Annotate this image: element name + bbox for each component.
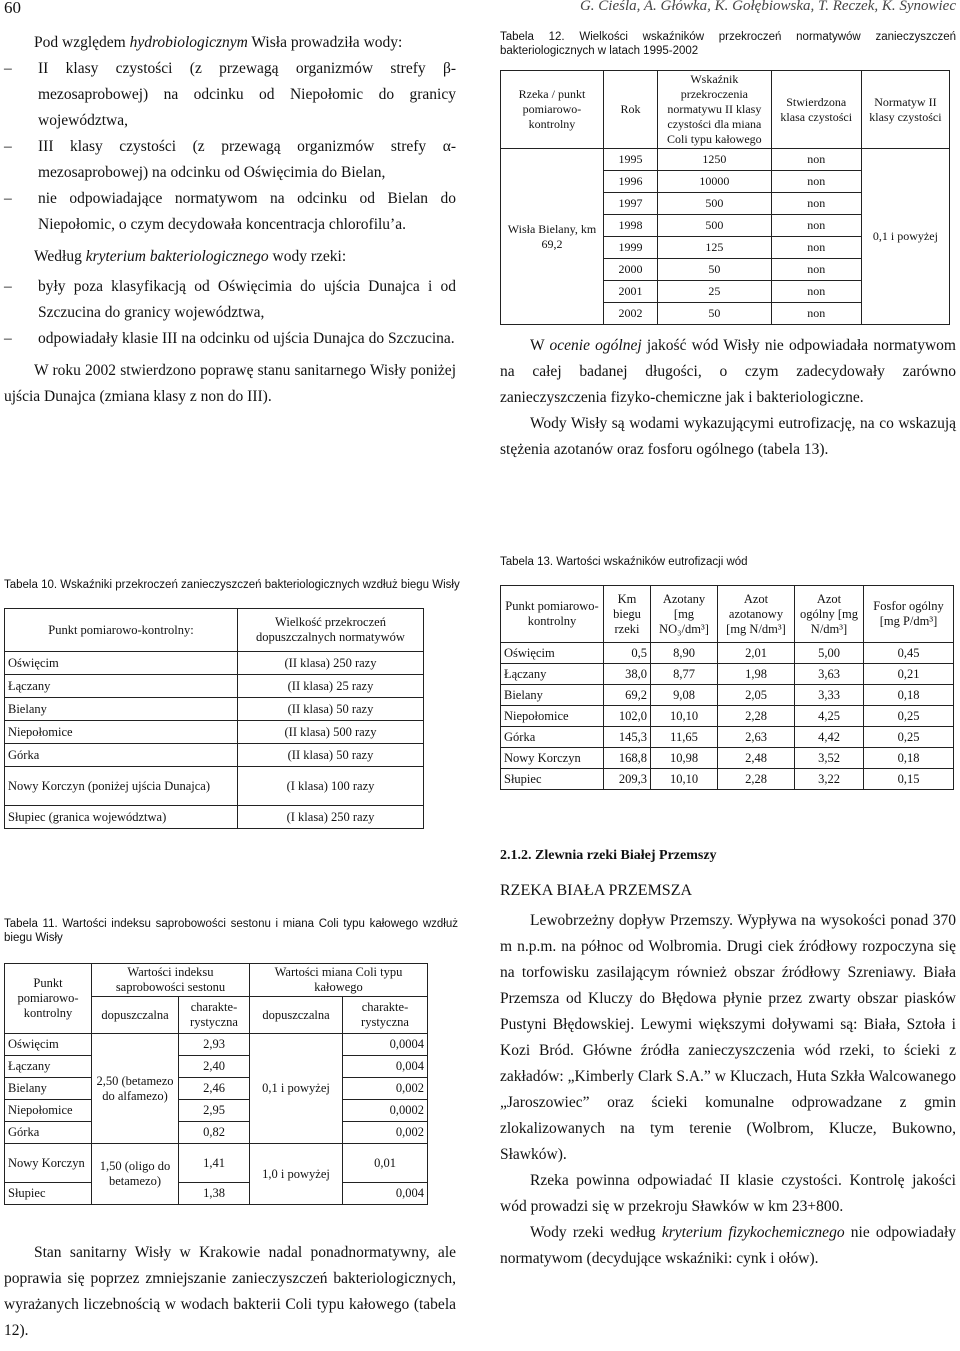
table12-caption: Tabela 12. Wielkości wskaźników przekroczeń normatywów zanieczyszczeń bakteriologicznych w latach 1995-2002 [500, 31, 956, 57]
cell-sap-dop: 2,50 (betamezo do alfamezo) [92, 1034, 179, 1144]
cell-year: 1999 [603, 237, 657, 259]
cell-point: Nowy Korczyn [5, 1144, 92, 1183]
cell-total-n: 3,33 [795, 685, 864, 706]
cell-total-n: 3,63 [795, 664, 864, 685]
cell-value: (II klasa) 50 razy [238, 698, 424, 721]
eutrophication-paragraph: Wody Wisły są wodami wykazującymi eutrofizację, na co wskazują stężenia azotanów oraz fosforu ogólnego (tabela 13). [500, 415, 956, 458]
quality-requirement: Rzeka powinna odpowiadać II klasie czystości. Kontrolę jakości wód prowadzi się w przekroju Sławków w km 23+800. [500, 1172, 956, 1215]
cell-nitrate-n: 2,48 [718, 748, 795, 769]
table-row [501, 769, 954, 790]
cell-nitrates: 11,65 [651, 727, 718, 748]
cell-index: 10000 [658, 171, 772, 193]
table13-h-point: Punkt pomiarowo-kontrolny [501, 586, 604, 643]
table-row [5, 1183, 428, 1205]
cell-value: (II klasa) 500 razy [238, 721, 424, 744]
cell-point: Niepołomice [5, 721, 238, 744]
cell-point: Łączany [501, 664, 604, 685]
hydro-intro: Pod względem hydrobiologicznym Wisła prowadziła wody: [34, 34, 403, 51]
table10 [4, 608, 424, 829]
cell-index: 50 [658, 303, 772, 325]
cell-index: 125 [658, 237, 772, 259]
cell-point: Nowy Korczyn [501, 748, 604, 769]
cell-total-p: 0,25 [864, 727, 954, 748]
cell-year: 1996 [603, 171, 657, 193]
table11-block [4, 917, 458, 1205]
cell-nitrates: 9,08 [651, 685, 718, 706]
cell-point: Oświęcim [5, 1034, 92, 1056]
cell-point: Oświęcim [501, 643, 604, 664]
cell-point: Bielany [5, 698, 238, 721]
cell-class: non [771, 193, 861, 215]
cell-nitrates: 10,10 [651, 769, 718, 790]
cell-nitrate-n: 2,63 [718, 727, 795, 748]
section-heading: 2.1.2. Zlewnia rzeki Białej Przemszy [500, 848, 717, 863]
table-row [5, 1056, 428, 1078]
table-row [5, 698, 424, 721]
cell-class: non [771, 215, 861, 237]
cell-total-n: 4,25 [795, 706, 864, 727]
cell-class: non [771, 281, 861, 303]
cell-index: 25 [658, 281, 772, 303]
cell-sap-char: 2,46 [179, 1078, 250, 1100]
cell-coli-char: 0,004 [343, 1183, 428, 1205]
table11-caption: Tabela 11. Wartości indeksu saprobowości sestonu i miana Coli typu kałowego wzdłuż biegu Wisły [4, 918, 458, 944]
cell-km: 0,5 [604, 643, 651, 664]
cell-point: Słupiec (granica województwa) [5, 806, 238, 829]
table-row [5, 675, 424, 698]
cell-point: Górka [5, 744, 238, 767]
left-column-text [4, 30, 456, 410]
cell-sap-char: 2,40 [179, 1056, 250, 1078]
table-header-row [501, 586, 954, 643]
table13-h-km: Km biegu rzeki [604, 586, 651, 643]
cell-total-p: 0,21 [864, 664, 954, 685]
table10-h-value: Wielkość przekroczeń dopuszczalnych normatywów [238, 609, 424, 652]
table-row [501, 748, 954, 769]
list-item: – nie odpowiadające normatywom na odcinku od Bielan do Niepołomic, o czym decydowała koncentracja chlorofilu’a. [4, 186, 456, 238]
list-item: – odpowiadały klasie III na odcinku od ujścia Dunajca do Szczucina. [4, 326, 456, 352]
table-row [5, 1078, 428, 1100]
cell-coli-char: 0,0004 [343, 1034, 428, 1056]
cell-nitrates: 8,90 [651, 643, 718, 664]
cell-km: 145,3 [604, 727, 651, 748]
cell-sap-char: 1,41 [179, 1144, 250, 1183]
cell-class: non [771, 149, 861, 171]
cell-sap-char: 1,38 [179, 1183, 250, 1205]
cell-total-p: 0,15 [864, 769, 954, 790]
table-row [5, 721, 424, 744]
cell-nitrate-n: 2,28 [718, 706, 795, 727]
cell-km: 69,2 [604, 685, 651, 706]
cell-point: Słupiec [5, 1183, 92, 1205]
table12-h-norm: Normatyw II klasy czystości [861, 71, 949, 149]
table-row [5, 1034, 428, 1056]
table13-h-total-n: Azot ogólny [mg N/dm³] [795, 586, 864, 643]
cell-total-p: 0,18 [864, 748, 954, 769]
cell-nitrate-n: 2,01 [718, 643, 795, 664]
cell-nitrate-n: 2,05 [718, 685, 795, 706]
cell-value: (II klasa) 250 razy [238, 652, 424, 675]
table11 [4, 963, 428, 1205]
sanitary-paragraph: W roku 2002 stwierdzono poprawę stanu sanitarnego Wisły poniżej ujścia Dunajca (zmiana klasy z non do III). [4, 362, 456, 405]
table12-h-river: Rzeka / punkt pomiarowo-kontrolny [501, 71, 604, 149]
table-row [501, 664, 954, 685]
table13-h-nitrate-n: Azot azotanowy [mg N/dm³] [718, 586, 795, 643]
cell-point: Górka [501, 727, 604, 748]
list-item: – III klasy czystości (z przewagą organizmów strefy α-mezosaprobowej) na odcinku od Oświęcimia do Bielan, [4, 134, 456, 186]
table-header-row [5, 609, 424, 652]
table-row [5, 806, 424, 829]
cell-coli-char: 0,002 [343, 1078, 428, 1100]
cell-point: Nowy Korczyn (poniżej ujścia Dunajca) [5, 767, 238, 806]
table-row [5, 744, 424, 767]
table-row [501, 149, 950, 171]
cell-point: Oświęcim [5, 652, 238, 675]
table11-h-sap: Wartości indeksu saprobowości sestonu [92, 964, 250, 997]
table12-block [500, 30, 956, 463]
table-row [501, 706, 954, 727]
cell-value: (II klasa) 50 razy [238, 744, 424, 767]
cell-class: non [771, 259, 861, 281]
river-description: Lewobrzeżny dopływ Przemszy. Wypływa na wysokości ponad 370 m n.p.m. na północ od Wolbromia. Drugi ciek źródłowy rozpoczyna się na torfowisku zasilającym również obszar źródłowy Szreniawy. Biała Przemsza od Kluczy do Błędowa płynie przez zwarty obszar piasków Pustyni Błędowskiej. Lewymi większymi doływami są: Biała, Sztoła i Kozi Bród. Główne źródła zanieczyszczenia wód rzeki, to ścieki z zakładów: „Kimberly Clark S.A.” w Kluczach, Huta Szkła Walcowanego „Jaroszowiec” oraz ścieki komunalne odprowadzane z gmin zlokalizowanych na tym terenie (Wolbrom, Klucze, Bukowno, Sławków). [500, 912, 956, 1163]
cell-total-n: 5,00 [795, 643, 864, 664]
table12-norm: 0,1 i powyżej [861, 149, 949, 325]
cell-km: 168,8 [604, 748, 651, 769]
cell-index: 50 [658, 259, 772, 281]
cell-total-p: 0,45 [864, 643, 954, 664]
cell-point: Łączany [5, 675, 238, 698]
table-header-row [5, 964, 428, 997]
cell-nitrate-n: 1,98 [718, 664, 795, 685]
cell-point: Bielany [501, 685, 604, 706]
table11-h-coli-dop: dopuszczalna [250, 997, 343, 1034]
physchem-assessment: Wody rzeki według kryterium fizykochemicznego nie odpowiadały normatywom (decydujące wskaźniki: cynk i ołów). [500, 1224, 957, 1267]
cell-year: 1997 [603, 193, 657, 215]
table13-block [500, 555, 956, 790]
section-biala-przemsza [500, 848, 956, 1272]
table13-caption: Tabela 13. Wartości wskaźników eutrofizacji wód [500, 556, 748, 568]
cell-coli-char: 0,004 [343, 1056, 428, 1078]
cell-class: non [771, 237, 861, 259]
cell-index: 500 [658, 193, 772, 215]
cell-year: 1995 [603, 149, 657, 171]
cell-sap-char: 2,95 [179, 1100, 250, 1122]
table11-h-coli: Wartości miana Coli typu kałowego [250, 964, 428, 997]
cell-nitrates: 10,98 [651, 748, 718, 769]
cell-index: 500 [658, 215, 772, 237]
cell-coli-dop: 0,1 i powyżej [250, 1034, 343, 1144]
table-row [5, 1144, 428, 1183]
cell-sap-char: 2,93 [179, 1034, 250, 1056]
cell-total-n: 3,22 [795, 769, 864, 790]
cell-total-p: 0,25 [864, 706, 954, 727]
cell-nitrates: 10,10 [651, 706, 718, 727]
table-row [5, 1100, 428, 1122]
cell-point: Słupiec [501, 769, 604, 790]
table13-h-nitrates: Azotany [mg NO₃/dm³] [651, 586, 718, 643]
cell-total-p: 0,18 [864, 685, 954, 706]
cell-value: (II klasa) 25 razy [238, 675, 424, 698]
table10-h-point: Punkt pomiarowo-kontrolny: [5, 609, 238, 652]
table11-h-coli-char: charakte-rystyczna [343, 997, 428, 1034]
cell-year: 1998 [603, 215, 657, 237]
table-row [501, 685, 954, 706]
cell-coli-char: 0,002 [343, 1122, 428, 1144]
table-row [5, 652, 424, 675]
table-row [5, 1122, 428, 1144]
table-row [501, 643, 954, 664]
cell-km: 102,0 [604, 706, 651, 727]
cell-km: 38,0 [604, 664, 651, 685]
cell-point: Górka [5, 1122, 92, 1144]
table12-h-index: Wskaźnik przekroczenia normatywu II klasy czystości dla miana Coli typu kałowego [658, 71, 772, 149]
table10-caption: Tabela 10. Wskaźniki przekroczeń zanieczyszczeń bakteriologicznych wzdłuż biegu Wisły [4, 579, 460, 591]
bact-list [4, 274, 456, 352]
cell-km: 209,3 [604, 769, 651, 790]
cell-point: Bielany [5, 1078, 92, 1100]
table12-h-class: Stwierdzona klasa czystości [771, 71, 861, 149]
cell-year: 2001 [603, 281, 657, 303]
cell-class: non [771, 171, 861, 193]
general-assessment: W ocenie ogólnej jakość wód Wisły nie odpowiadała normatywom na całej badanej długości, o czym zadecydowały zarówno zanieczyszczenia fizyko-chemiczne jak i bakteriologiczne. [500, 337, 956, 406]
list-item: – II klasy czystości (z przewagą organizmów strefy β-mezosaprobowej) na odcinku od Niepołomic do granicy województwa, [4, 56, 456, 134]
cell-total-n: 4,42 [795, 727, 864, 748]
table-row [5, 767, 424, 806]
cell-sap-dop: 1,50 (oligo do betamezo) [92, 1144, 179, 1205]
running-header: G. Cieśla, A. Główka, K. Gołębiowska, T. Reczek, K. Synowiec [579, 0, 956, 14]
bact-intro: Według kryterium bakteriologicznego wody rzeki: [34, 248, 347, 265]
cell-total-n: 3,52 [795, 748, 864, 769]
table13 [500, 585, 954, 790]
cell-nitrate-n: 2,28 [718, 769, 795, 790]
cell-value: (I klasa) 250 razy [238, 806, 424, 829]
cell-point: Łączany [5, 1056, 92, 1078]
table13-h-total-p: Fosfor ogólny [mg P/dm³] [864, 586, 954, 643]
table10-block [4, 578, 488, 829]
table-header-row [501, 71, 950, 149]
table11-h-point: Punkt pomiarowo-kontrolny [5, 964, 92, 1034]
cell-coli-dop: 1,0 i powyżej [250, 1144, 343, 1205]
sanitary-krakow-paragraph: Stan sanitarny Wisły w Krakowie nadal ponadnormatywny, ale poprawia się poprzez zmniejszanie zanieczyszczeń bakteriologicznych, wyrażanych liczebnością w wodach bakterii Coli typu kałowego (tabela 12). [4, 1244, 456, 1339]
cell-year: 2002 [603, 303, 657, 325]
cell-nitrates: 8,77 [651, 664, 718, 685]
table12-h-year: Rok [603, 71, 657, 149]
table-row [501, 727, 954, 748]
river-heading: RZEKA BIAŁA PRZEMSZA [500, 882, 693, 899]
table12 [500, 70, 950, 325]
cell-year: 2000 [603, 259, 657, 281]
page-number: 60 [4, 0, 21, 17]
table12-river: Wisła Bielany, km 69,2 [501, 149, 604, 325]
cell-value: (I klasa) 100 razy [238, 767, 424, 806]
cell-class: non [771, 303, 861, 325]
list-item: – były poza klasyfikacją od Oświęcimia do ujścia Dunajca i od Szczucina do granicy województwa, [4, 274, 456, 326]
left-bottom-text [4, 1240, 456, 1344]
cell-sap-char: 0,82 [179, 1122, 250, 1144]
cell-index: 1250 [658, 149, 772, 171]
cell-coli-char: 0,0002 [343, 1100, 428, 1122]
table11-h-sap-dop: dopuszczalna [92, 997, 179, 1034]
table11-h-sap-char: charakte-rystyczna [179, 997, 250, 1034]
cell-point: Niepołomice [5, 1100, 92, 1122]
cell-coli-char: 0,01 [343, 1144, 428, 1183]
hydro-list [4, 56, 456, 238]
cell-point: Niepołomice [501, 706, 604, 727]
